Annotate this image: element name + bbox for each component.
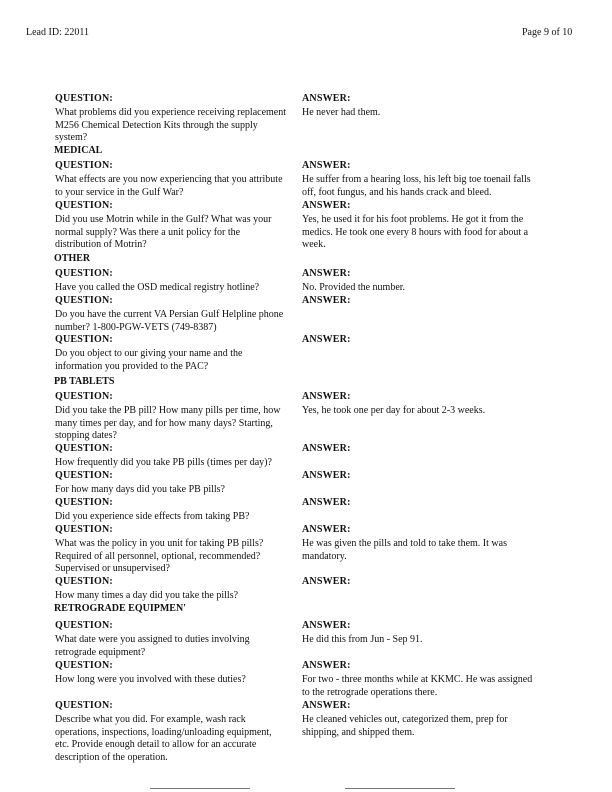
question-block: [55, 576, 287, 603]
answer-text: Yes, he used it for his foot problems. He got it from the medics. He took one every 8 hours with food for about a week.: [302, 214, 529, 251]
answer-label: ANSWER:: [302, 470, 351, 481]
section-heading-pb-tablets: PB TABLETS: [54, 376, 115, 387]
answer-text: He never had them.: [302, 107, 381, 119]
answer-label: ANSWER:: [302, 576, 351, 587]
answer-label: ANSWER:: [302, 268, 351, 279]
question-label: QUESTION:: [55, 620, 113, 631]
answer-block: [302, 295, 538, 309]
question-block: [55, 200, 287, 252]
answer-text: He was given the pills and told to take them. It was mandatory.: [302, 538, 507, 562]
answer-label: ANSWER:: [302, 200, 351, 211]
answer-text: For two - three months while at KKMC. He was assigned to the retrograde operations there.: [302, 674, 533, 698]
answer-block: [302, 160, 538, 199]
question-label: QUESTION:: [55, 93, 113, 104]
question-block: [55, 470, 287, 497]
page-number: Page 9 of 10: [522, 27, 573, 38]
section-heading-retrograde-equipment: RETROGRADE EQUIPMEN': [54, 603, 186, 614]
question-label: QUESTION:: [55, 660, 113, 671]
answer-label: ANSWER:: [302, 295, 351, 306]
question-label: QUESTION:: [55, 443, 113, 454]
question-label: QUESTION:: [55, 497, 113, 508]
answer-block: [302, 93, 538, 120]
answer-label: ANSWER:: [302, 660, 351, 671]
answer-label: ANSWER:: [302, 443, 351, 454]
question-label: QUESTION:: [55, 160, 113, 171]
answer-label: ANSWER:: [302, 497, 351, 508]
answer-block: [302, 443, 538, 457]
footer-rule-right: [345, 788, 455, 789]
answer-block: [302, 700, 538, 739]
answer-block: [302, 497, 538, 511]
question-block: [55, 497, 287, 524]
question-label: QUESTION:: [55, 470, 113, 481]
question-block: [55, 93, 287, 145]
question-block: [55, 443, 287, 470]
answer-text: No. Provided the number.: [302, 282, 406, 294]
question-text: What was the policy in you unit for taking PB pills? Required of all personnel, optional, recommended? Supervised or unsupervised?: [55, 538, 264, 575]
question-label: QUESTION:: [55, 200, 113, 211]
question-block: [55, 620, 287, 659]
answer-block: [302, 470, 538, 484]
answer-block: [302, 268, 538, 295]
answer-label: ANSWER:: [302, 524, 351, 535]
section-heading-other: OTHER: [54, 253, 91, 264]
answer-label: ANSWER:: [302, 93, 351, 104]
question-label: QUESTION:: [55, 268, 113, 279]
answer-block: [302, 334, 538, 348]
question-text: Do you object to our giving your name and the information you provided to the PAC?: [55, 348, 243, 372]
question-label: QUESTION:: [55, 295, 113, 306]
question-label: QUESTION:: [55, 576, 113, 587]
answer-label: ANSWER:: [302, 620, 351, 631]
question-text: Have you called the OSD medical registry hotline?: [55, 282, 260, 294]
question-block: [55, 391, 287, 443]
question-text: Did you experience side effects from taking PB?: [55, 511, 250, 523]
answer-label: ANSWER:: [302, 700, 351, 711]
answer-label: ANSWER:: [302, 334, 351, 345]
answer-block: [302, 391, 538, 418]
question-text: What effects are you now experiencing that you attribute to your service in the Gulf War?: [55, 174, 283, 198]
answer-block: [302, 576, 538, 590]
answer-text: He did this from Jun - Sep 91.: [302, 634, 423, 646]
question-label: QUESTION:: [55, 524, 113, 535]
question-block: [55, 268, 287, 295]
section-heading-medical: MEDICAL: [54, 145, 103, 156]
question-text: How many times a day did you take the pills?: [55, 590, 239, 602]
answer-block: [302, 524, 538, 563]
question-text: For how many days did you take PB pills?: [55, 484, 225, 496]
question-block: [55, 700, 287, 764]
answer-label: ANSWER:: [302, 391, 351, 402]
answer-text: Yes, he took one per day for about 2-3 weeks.: [302, 405, 486, 417]
question-text: How long were you involved with these duties?: [55, 674, 246, 686]
question-label: QUESTION:: [55, 334, 113, 345]
lead-id: Lead ID: 22011: [26, 27, 89, 38]
question-text: Did you use Motrin while in the Gulf? What was your normal supply? Was there a unit policy for the distribution of Motrin?: [55, 214, 272, 251]
question-text: How frequently did you take PB pills (times per day)?: [55, 457, 272, 469]
question-label: QUESTION:: [55, 391, 113, 402]
question-text: Describe what you did. For example, wash rack operations, inspections, loading/unloading equipment, etc. Provide enough detail to allow for an accurate description of the operation.: [55, 714, 272, 763]
question-text: What date were you assigned to duties involving retrograde equipment?: [55, 634, 250, 658]
question-text: What problems did you experience receiving replacement M256 Chemical Detection Kits through the supply system?: [55, 107, 287, 144]
answer-label: ANSWER:: [302, 160, 351, 171]
question-block: [55, 660, 287, 687]
answer-block: [302, 200, 538, 252]
footer-rule-left: [150, 788, 250, 789]
answer-text: He cleaned vehicles out, categorized them, prep for shipping, and shipped them.: [302, 714, 508, 738]
question-block: [55, 524, 287, 576]
question-block: [55, 334, 287, 373]
question-block: [55, 160, 287, 199]
question-label: QUESTION:: [55, 700, 113, 711]
answer-block: [302, 620, 538, 647]
question-text: Did you take the PB pill? How many pills per time, how many times per day, and for how many days? Starting, stopping dates?: [55, 405, 281, 442]
question-text: Do you have the current VA Persian Gulf Helpline phone number? 1-800-PGW-VETS (749-8387): [55, 309, 284, 333]
answer-block: [302, 660, 538, 699]
answer-text: He suffer from a hearing loss, his left big toe toenail falls off, foot fungus, and his hands crack and bleed.: [302, 174, 531, 198]
question-block: [55, 295, 287, 334]
